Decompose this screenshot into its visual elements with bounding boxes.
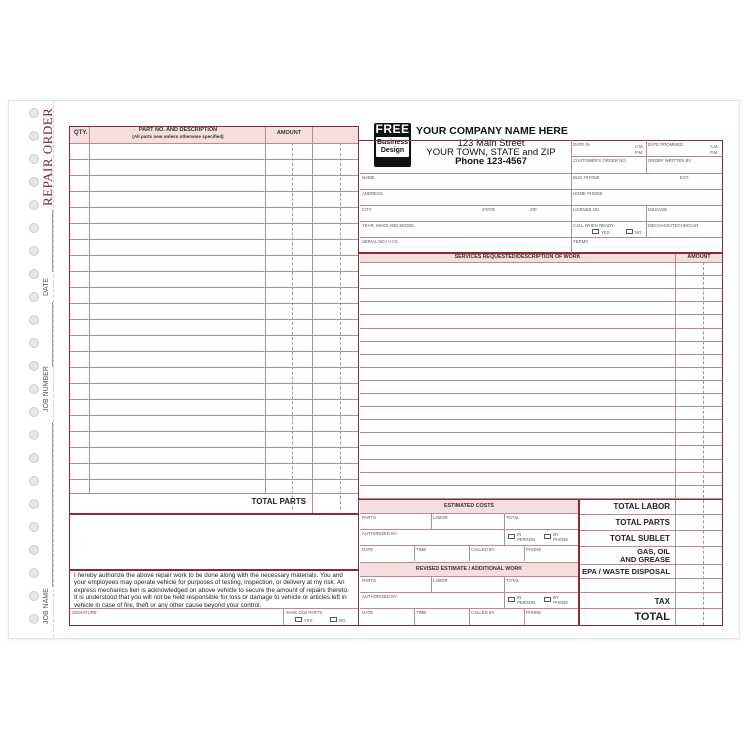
feed-hole	[29, 177, 39, 187]
rev-phone-divider	[524, 608, 525, 625]
service-row-line	[360, 288, 722, 289]
signature-label: SIGNATURE	[72, 610, 97, 615]
parts-row-line	[70, 207, 358, 208]
parts-row-line	[70, 367, 358, 368]
extra-cents-line	[340, 143, 341, 509]
rev-time-label: TIME	[416, 610, 427, 615]
total-labor-label: TOTAL LABOR	[613, 502, 670, 511]
parts-amount-header: AMOUNT	[276, 130, 302, 136]
parts-row-line	[70, 463, 358, 464]
name-label: NAME	[362, 175, 375, 180]
call-no-label: NO	[635, 230, 642, 235]
est-calledby-divider	[469, 545, 470, 561]
feed-hole	[29, 499, 39, 509]
total-parts-summary-label: TOTAL PARTS	[615, 518, 670, 527]
feed-hole	[29, 384, 39, 394]
rev-by-phone-label: BY PHONE	[553, 595, 569, 605]
est-phone-divider	[524, 545, 525, 561]
city-row-line	[360, 205, 722, 206]
parts-row-line	[70, 399, 358, 400]
save-parts-yes-checkbox[interactable]	[295, 617, 302, 622]
rev-labor-label: LABOR	[433, 578, 448, 583]
parts-row-line	[70, 335, 358, 336]
service-row-line	[360, 262, 722, 263]
date-promised-am: A.M.	[710, 144, 719, 149]
parts-row-line	[70, 239, 358, 240]
est-labor-divider	[431, 513, 432, 529]
service-row-line	[360, 301, 722, 302]
service-row-line	[360, 472, 722, 473]
parts-row-line	[70, 271, 358, 272]
est-time-divider	[414, 545, 415, 561]
rev-total-label: TOTAL	[506, 578, 520, 583]
rev-in-person-label: IN PERSON	[517, 595, 536, 605]
signature-divider	[283, 608, 284, 625]
rev-parts-label: PARTS	[362, 578, 376, 583]
services-box	[359, 253, 723, 499]
totals-line-6	[580, 592, 722, 593]
gas-oil-label: GAS, OIL	[637, 547, 670, 556]
state-label: STATE	[482, 207, 496, 212]
parts-row-line	[70, 447, 358, 448]
address-row-line	[360, 189, 722, 190]
rev-by-phone-checkbox[interactable]	[544, 597, 551, 602]
est-auth-divider	[504, 529, 505, 545]
parts-row-line	[70, 383, 358, 384]
mileage-label: MILEAGE	[648, 207, 668, 212]
totals-line-1	[580, 514, 722, 515]
parts-row-line	[70, 223, 358, 224]
call-when-ready-label: CALL WHEN READY	[573, 223, 614, 228]
parts-total-line	[70, 493, 358, 494]
est-time-label: TIME	[416, 547, 427, 552]
date-in-label: DATE IN	[573, 142, 590, 147]
service-row-line	[360, 354, 722, 355]
services-amount-header: AMOUNT	[687, 254, 711, 260]
feed-hole	[29, 361, 39, 371]
service-row-line	[360, 432, 722, 433]
services-header-label: SERVICES REQUESTED/DESCRIPTION OF WORK	[454, 254, 581, 260]
rev-total-divider	[504, 576, 505, 592]
job-number-line	[52, 302, 53, 367]
date-promised-label: DATE PROMISED	[648, 142, 684, 147]
est-row-1	[360, 513, 578, 514]
feed-hole	[29, 315, 39, 325]
address-label: ADDRESS	[362, 191, 383, 196]
est-date-label: DATE	[362, 547, 374, 552]
customer-order-label: CUSTOMER'S ORDER NO.	[573, 158, 627, 163]
form-title: REPAIR ORDER	[40, 107, 55, 206]
est-in-person-checkbox[interactable]	[508, 534, 515, 539]
feed-hole	[29, 246, 39, 256]
total-sublet-label: TOTAL SUBLET	[610, 534, 670, 543]
rev-called-by-label: CALLED BY	[471, 610, 495, 615]
est-by-phone-checkbox[interactable]	[544, 534, 551, 539]
services-cents-line	[703, 262, 704, 498]
date-row-line	[571, 156, 722, 157]
logo-design-text: Design	[380, 147, 405, 154]
service-row-line	[360, 380, 722, 381]
feed-hole	[29, 591, 39, 601]
rev-calledby-divider	[469, 608, 470, 625]
feed-hole	[29, 407, 39, 417]
and-grease-label: AND GREASE	[619, 555, 670, 564]
amount-column-line	[312, 127, 313, 513]
feed-hole	[29, 476, 39, 486]
totals-cents-line	[703, 500, 704, 625]
phone-column-line	[571, 173, 572, 253]
parts-row-line	[70, 175, 358, 176]
job-name-line	[52, 422, 53, 587]
totals-line-7	[580, 608, 722, 609]
save-parts-yes-label: YES	[304, 618, 313, 623]
estimated-costs-label: ESTIMATED COSTS	[444, 503, 494, 509]
name-row-line	[360, 173, 722, 174]
company-name: YOUR COMPANY NAME HERE	[416, 125, 568, 137]
date-label: DATE	[43, 277, 50, 296]
feed-hole	[29, 568, 39, 578]
feed-hole	[29, 154, 39, 164]
parts-row-line	[70, 431, 358, 432]
company-street: 123 Main Street	[457, 138, 525, 149]
service-row-line	[360, 328, 722, 329]
rev-phone-label: PHONE	[526, 610, 542, 615]
home-phone-label: HOME PHONE	[573, 191, 603, 196]
parts-row-line	[70, 255, 358, 256]
bus-phone-label: BUS. PHONE	[573, 175, 600, 180]
date-in-pm: P.M.	[635, 150, 644, 155]
parts-header-line	[70, 143, 358, 144]
feed-hole	[29, 269, 39, 279]
totals-amount-line	[675, 500, 676, 625]
terms-label: TERMS	[573, 239, 589, 244]
grand-total-label: TOTAL	[634, 611, 670, 623]
est-row-2	[360, 529, 578, 530]
parts-row-line	[70, 319, 358, 320]
est-authorized-label: AUTHORIZED BY	[362, 531, 397, 536]
tax-label: TAX	[654, 597, 670, 606]
parts-row-line	[70, 479, 358, 480]
parts-row-line	[70, 191, 358, 192]
feed-hole	[29, 430, 39, 440]
amount-cents-line	[292, 143, 293, 509]
est-in-person-label: IN PERSON	[517, 532, 536, 542]
parts-row-line	[70, 303, 358, 304]
est-by-phone-label: BY PHONE	[553, 532, 569, 542]
year-row-line	[360, 221, 722, 222]
date-promised-pm: P.M.	[710, 150, 719, 155]
service-row-line	[360, 419, 722, 420]
authorization-text: I hereby authorize the above repair work to be done along with the necessary materials. You and your employees may operate vehicle for purposes of testing, inspection, or delivery at my risk. An express mechanics lien is acknowledged on above vehicle to secure the amount of repairs thereto. It is understood that you will not be held responsible for loss or damage to vehicle or articles left in vehicle in case of fire, theft or any other cause beyond your control.	[74, 572, 349, 609]
remarks-box	[69, 514, 359, 570]
rev-time-divider	[414, 608, 415, 625]
epa-waste-label: EPA / WASTE DISPOSAL	[582, 567, 670, 576]
serial-row-line	[360, 237, 722, 238]
save-parts-no-checkbox[interactable]	[330, 617, 337, 622]
feed-hole	[29, 338, 39, 348]
rev-labor-divider	[431, 576, 432, 592]
mechanic-label: MECHANIC/TECHNICIAN	[648, 223, 699, 228]
feed-hole	[29, 545, 39, 555]
rev-date-label: DATE	[362, 610, 374, 615]
logo-free-text: FREE	[375, 122, 410, 136]
signature-line	[70, 608, 358, 609]
est-labor-label: LABOR	[433, 515, 448, 520]
est-total-divider	[504, 513, 505, 529]
service-row-line	[360, 314, 722, 315]
revised-estimate-label: REVISED ESTIMATE / ADDITIONAL WORK	[415, 566, 523, 572]
call-yes-label: YES	[601, 230, 610, 235]
feed-hole	[29, 522, 39, 532]
totals-line-2	[580, 530, 722, 531]
call-yes-checkbox[interactable]	[592, 229, 599, 234]
est-called-by-label: CALLED BY	[471, 547, 495, 552]
rev-authorized-label: AUTHORIZED BY	[362, 594, 397, 599]
service-row-line	[360, 485, 722, 486]
desc-column-line	[265, 127, 266, 493]
feed-hole	[29, 108, 39, 118]
job-name-label: JOB NAME	[43, 588, 50, 624]
service-row-line	[360, 275, 722, 276]
rev-row-2	[360, 592, 578, 593]
parts-row-line	[70, 351, 358, 352]
qty-header: QTY.	[74, 130, 88, 136]
feed-hole	[29, 131, 39, 141]
year-make-model-label: YEAR, MAKE AND MODEL	[362, 223, 415, 228]
date-line	[52, 210, 53, 272]
rev-row-1	[360, 576, 578, 577]
serial-label: SERIAL NO./ V.I.N.	[362, 239, 399, 244]
company-city: YOUR TOWN, STATE and ZIP	[426, 147, 556, 158]
feed-hole	[29, 200, 39, 210]
total-parts-label: TOTAL PARTS	[251, 497, 306, 506]
call-no-checkbox[interactable]	[626, 229, 633, 234]
service-row-line	[360, 341, 722, 342]
license-label: LICENSE NO.	[573, 207, 601, 212]
service-row-line	[360, 406, 722, 407]
rev-auth-divider	[504, 592, 505, 608]
feed-hole	[29, 614, 39, 624]
parts-row-line	[70, 415, 358, 416]
parts-row-line	[70, 159, 358, 160]
totals-line-5	[580, 578, 722, 579]
zip-label: ZIP	[530, 207, 537, 212]
service-row-line	[360, 459, 722, 460]
totals-line-4	[580, 564, 722, 565]
service-row-line	[360, 393, 722, 394]
rev-in-person-checkbox[interactable]	[508, 597, 515, 602]
company-phone: Phone 123-4567	[455, 156, 527, 167]
feed-hole	[29, 223, 39, 233]
feed-hole	[29, 292, 39, 302]
service-row-line	[360, 367, 722, 368]
parts-table	[69, 126, 359, 514]
est-parts-label: PARTS	[362, 515, 376, 520]
part-desc-header: PART NO. AND DESCRIPTION	[138, 127, 218, 133]
qty-column-line	[89, 127, 90, 493]
services-amount-line	[675, 254, 676, 498]
logo-business-text: Business	[376, 139, 409, 146]
feed-hole	[29, 453, 39, 463]
save-old-parts-label: SAVE OLD PARTS	[286, 610, 323, 615]
job-number-label: JOB NUMBER	[43, 366, 50, 412]
save-parts-no-label: NO	[339, 618, 346, 623]
est-total-label: TOTAL	[506, 515, 520, 520]
date-in-am: A.M.	[635, 144, 644, 149]
est-phone-label: PHONE	[526, 547, 542, 552]
part-desc-subheader: (All parts new unless otherwise specified)	[132, 134, 224, 139]
ext-label: EXT.	[680, 175, 690, 180]
service-row-line	[360, 445, 722, 446]
parts-row-line	[70, 287, 358, 288]
order-written-label: ORDER WRITTEN BY	[648, 158, 692, 163]
city-label: CITY	[362, 207, 372, 212]
